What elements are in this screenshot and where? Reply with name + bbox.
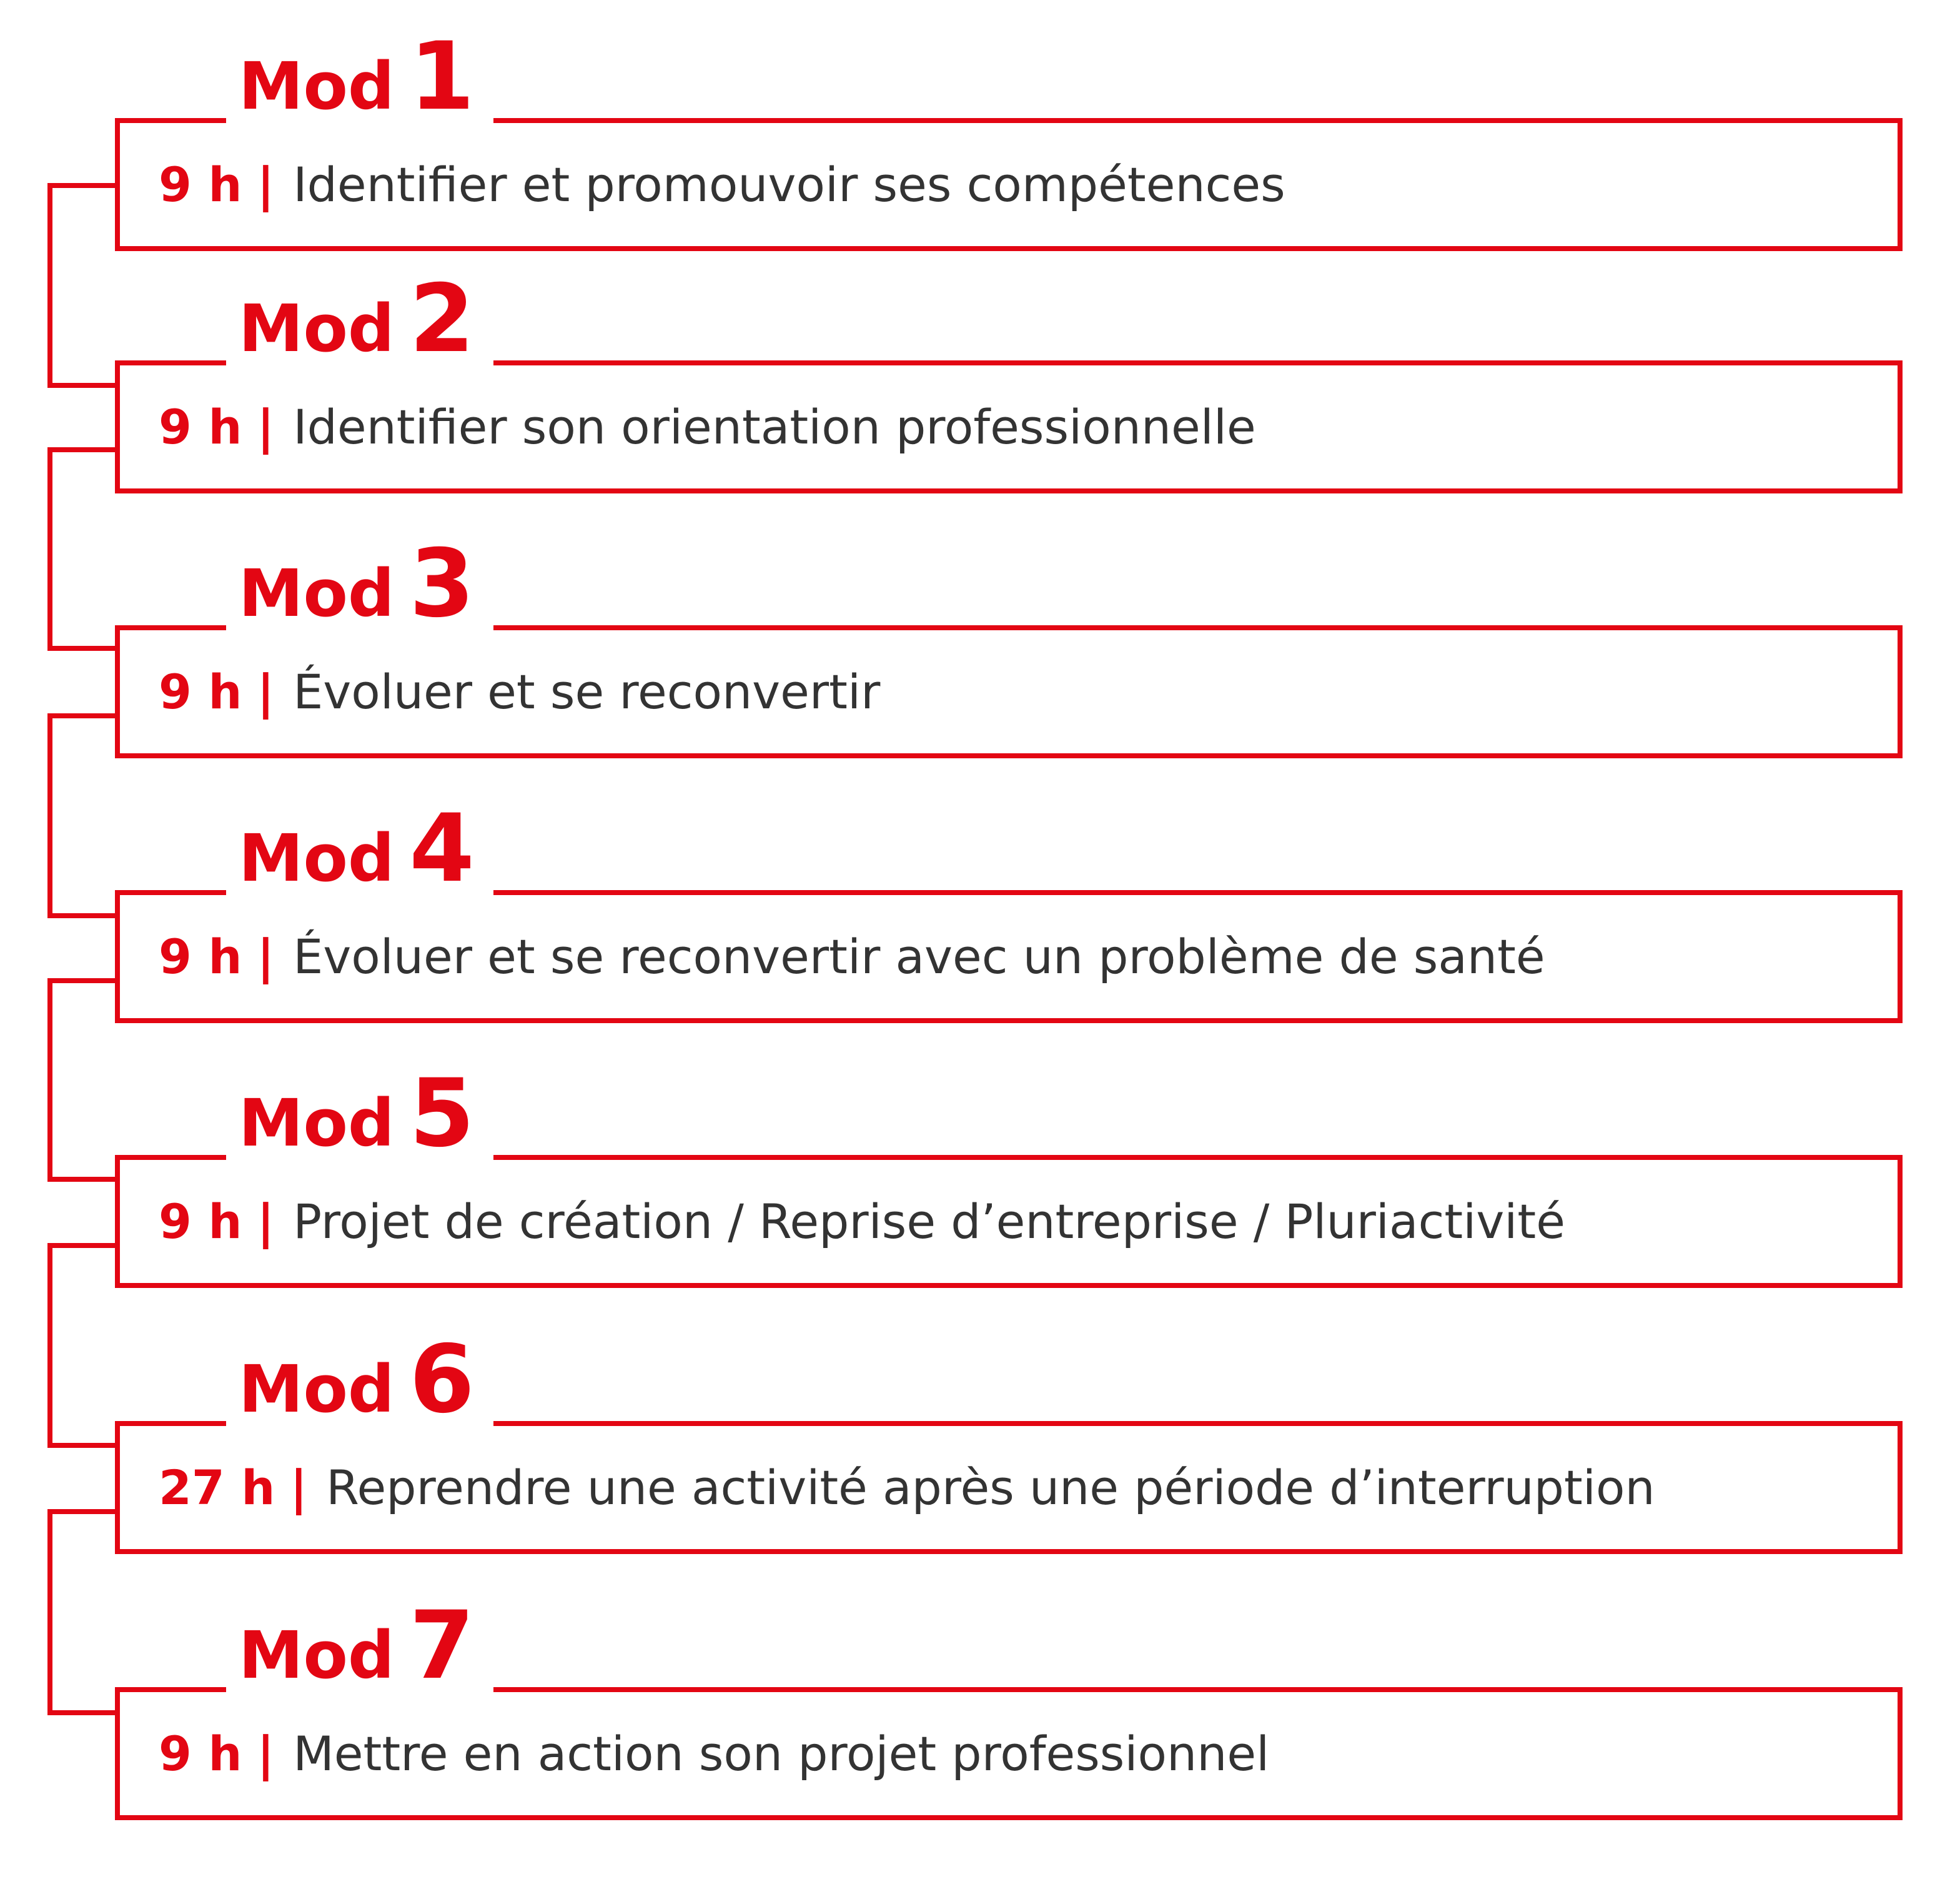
connector-5-6 xyxy=(47,1243,117,1448)
module-description xyxy=(159,895,1545,1018)
module-title xyxy=(226,1057,493,1168)
module-separator: | xyxy=(257,929,275,984)
module-description xyxy=(159,123,1285,246)
module-prefix: Mod xyxy=(239,555,395,631)
module-prefix: Mod xyxy=(239,290,395,367)
module-label: Évoluer et se reconvertir xyxy=(293,664,881,720)
module-separator: | xyxy=(290,1460,308,1515)
module-label: Identifier son orientation professionnelle xyxy=(293,399,1256,455)
module-hours: 9 h xyxy=(159,929,242,984)
module-card-7 xyxy=(115,1592,1903,1820)
module-card-5 xyxy=(115,1059,1903,1288)
module-description xyxy=(159,1160,1565,1283)
module-separator: | xyxy=(257,664,275,720)
module-separator: | xyxy=(257,399,275,455)
module-description xyxy=(159,630,880,753)
connector-3-4 xyxy=(47,713,117,918)
module-title xyxy=(226,527,493,638)
module-prefix: Mod xyxy=(239,1351,395,1427)
module-number: 2 xyxy=(409,265,475,374)
module-number: 7 xyxy=(409,1592,475,1700)
module-label: Identifier et promouvoir ses compétences xyxy=(293,157,1285,212)
module-label: Évoluer et se reconvertir avec un problème de santé xyxy=(293,929,1545,984)
module-number: 3 xyxy=(409,530,475,638)
module-separator: | xyxy=(257,1194,275,1249)
module-title xyxy=(226,20,493,131)
module-label: Mettre en action son projet professionnel xyxy=(293,1726,1270,1781)
module-card-4 xyxy=(115,795,1903,1023)
module-card-2 xyxy=(115,265,1903,493)
module-hours: 9 h xyxy=(159,157,242,212)
connector-4-5 xyxy=(47,978,117,1182)
module-prefix: Mod xyxy=(239,48,395,124)
module-hours: 9 h xyxy=(159,1194,242,1249)
module-separator: | xyxy=(257,157,275,212)
module-card-6 xyxy=(115,1325,1903,1554)
module-card-1 xyxy=(115,22,1903,251)
module-hours: 9 h xyxy=(159,664,242,720)
module-prefix: Mod xyxy=(239,1085,395,1161)
module-title xyxy=(226,1323,493,1434)
module-title xyxy=(226,792,493,903)
connector-2-3 xyxy=(47,447,117,651)
module-number: 6 xyxy=(409,1325,475,1434)
module-title xyxy=(226,262,493,374)
connector-1-2 xyxy=(47,183,117,388)
module-hours: 9 h xyxy=(159,1726,242,1781)
module-number: 1 xyxy=(409,22,475,131)
module-number: 4 xyxy=(409,795,475,903)
module-card-3 xyxy=(115,530,1903,758)
module-title xyxy=(226,1589,493,1700)
module-number: 5 xyxy=(409,1059,475,1168)
module-prefix: Mod xyxy=(239,820,395,896)
module-label: Projet de création / Reprise d’entreprise / Pluriactivité xyxy=(293,1194,1565,1249)
module-prefix: Mod xyxy=(239,1617,395,1693)
module-description xyxy=(159,365,1256,488)
connector-6-7 xyxy=(47,1509,117,1715)
module-separator: | xyxy=(257,1726,275,1781)
module-description xyxy=(159,1692,1269,1815)
module-label: Reprendre une activité après une période d’interruption xyxy=(326,1460,1655,1515)
module-description xyxy=(159,1426,1655,1549)
module-hours: 27 h xyxy=(159,1460,275,1515)
module-hours: 9 h xyxy=(159,399,242,455)
